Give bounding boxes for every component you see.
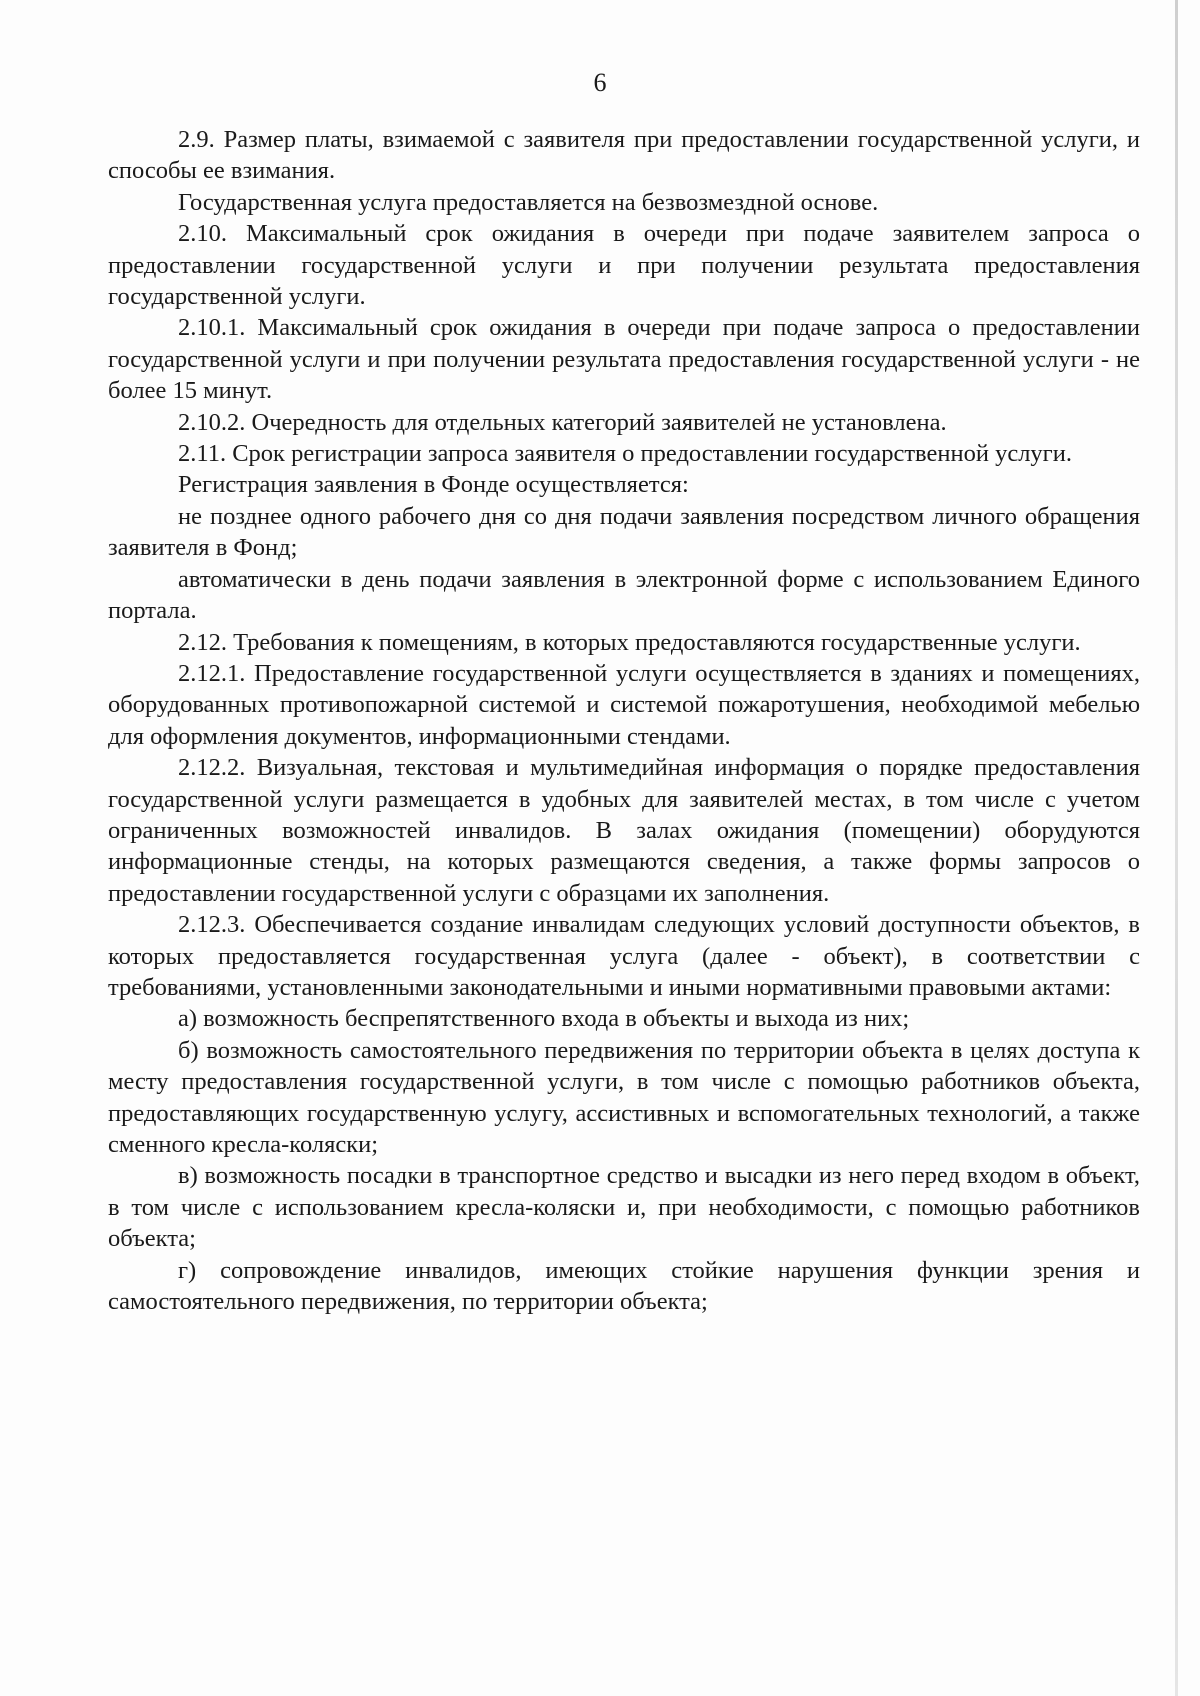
- paragraph-registration-personal: не позднее одного рабочего дня со дня подачи заявления посредством личного обращения заявителя в Фонд;: [108, 502, 1140, 562]
- paragraph-2-10: 2.10. Максимальный срок ожидания в очереди при подаче заявителем запроса о предоставлении государственной услуги и при получении результата предоставления государственной услуги.: [108, 220, 1140, 311]
- paragraph-2-12: 2.12. Требования к помещениям, в которых предоставляются государственные услуги.: [178, 628, 1081, 656]
- paragraph-2-9: 2.9. Размер платы, взимаемой с заявителя при предоставлении государственной услуги, и способы ее взимания.: [108, 126, 1140, 185]
- paragraph-2-11: 2.11. Срок регистрации запроса заявителя о предоставлении государственной услуги.: [178, 440, 1072, 468]
- paragraph-2-12-1: 2.12.1. Предоставление государственной услуги осуществляется в зданиях и помещениях, оборудованных противопожарной системой и системой пожаротушения, необходимой мебелью для оформления документов, информационными стендами.: [108, 659, 1140, 750]
- paragraph-2-10-1: 2.10.1. Максимальный срок ожидания в очереди при подаче запроса о предоставлении государственной услуги и при получении результата предоставления государственной услуги - не более 15 минут.: [108, 314, 1140, 405]
- paragraph-2-12-3: 2.12.3. Обеспечивается создание инвалидам следующих условий доступности объектов, в которых предоставляется государственная услуга (далее - объект), в соответствии с требованиями, установленными законодательными и иными нормативными правовыми актами:: [108, 911, 1140, 1001]
- paragraph-2-12-2: 2.12.2. Визуальная, текстовая и мультимедийная информация о порядке предоставления государственной услуги размещается в удобных для заявителей местах, в том числе с учетом ограниченных возможностей инвалидов. В залах ожидания (помещении) оборудуются информационные стенды, на которых размещаются сведения, а также формы запросов о предоставлении государственной услуги с образцами их заполнения.: [108, 754, 1140, 907]
- list-item-g: г) сопровождение инвалидов, имеющих стойкие нарушения функции зрения и самостоятельного передвижения, по территории объекта;: [108, 1256, 1140, 1316]
- paragraph-registration-electronic: автоматически в день подачи заявления в электронной форме с использованием Единого портала.: [108, 565, 1140, 625]
- document-body: [108, 124, 1140, 1317]
- scan-edge-line: [1175, 0, 1178, 1696]
- paragraph-2-10-2: 2.10.2. Очередность для отдельных категорий заявителей не установлена.: [178, 408, 947, 436]
- page-number: 6: [593, 68, 607, 97]
- paragraph-free-of-charge: Государственная услуга предоставляется на безвозмездной основе.: [178, 188, 879, 216]
- list-item-a: а) возможность беспрепятственного входа в объекты и выхода из них;: [178, 1005, 910, 1033]
- paragraph-registration: Регистрация заявления в Фонде осуществляется:: [178, 471, 689, 499]
- list-item-v: в) возможность посадки в транспортное средство и высадки из него перед входом в объект, в том числе с использованием кресла-коляски и, при необходимости, с помощью работников объекта;: [108, 1162, 1140, 1253]
- list-item-b: б) возможность самостоятельного передвижения по территории объекта в целях доступа к месту предоставления государственной услуги, в том числе с помощью работников объекта, предоставляющих государственную услугу, ассистивных и вспомогательных технологий, а также сменного кресла-коляски;: [108, 1036, 1140, 1158]
